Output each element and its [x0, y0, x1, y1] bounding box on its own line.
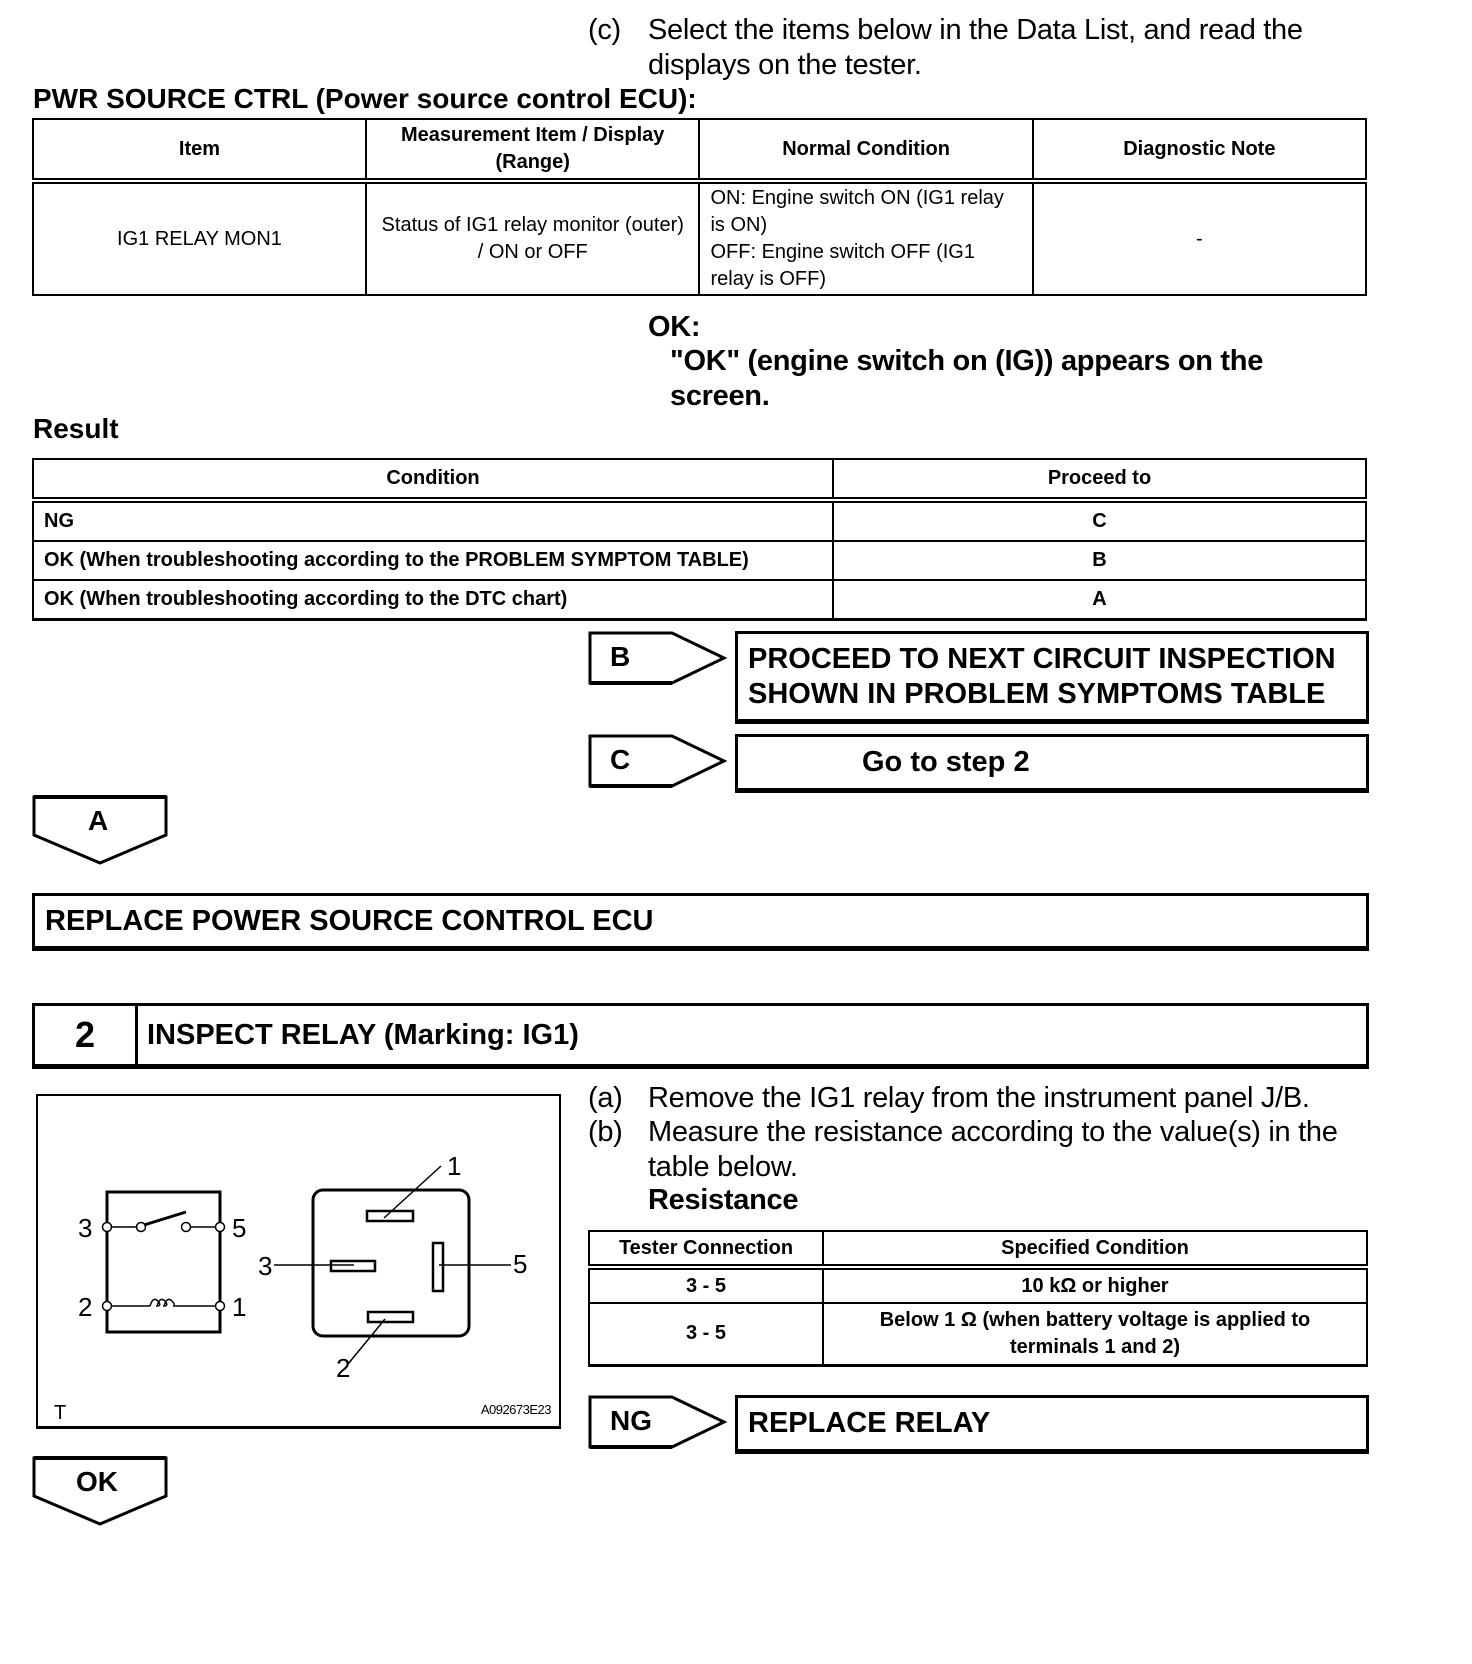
branch-c-action-text: Go to step 2 [862, 746, 1030, 778]
table-row [33, 580, 1366, 620]
header-measurement [366, 119, 700, 181]
ok-label: OK [76, 1466, 118, 1497]
cell-connection: 3 - 5 [589, 1303, 823, 1365]
ng-label: NG [610, 1405, 652, 1436]
data-list-title: PWR SOURCE CTRL (Power source control ECU): [33, 83, 697, 114]
relay-diagram [36, 1094, 561, 1429]
cell-measurement [366, 181, 700, 295]
ok-spec-line1: "OK" (engine switch on (IG)) appears on the [670, 345, 1264, 377]
cell-proceed: B [833, 541, 1366, 580]
cell-specified [823, 1303, 1367, 1365]
ng-action-text: REPLACE RELAY [748, 1407, 991, 1439]
branch-c-label: C [610, 744, 631, 775]
cell-normal-condition [699, 181, 1032, 295]
header-proceed-to: Proceed to [833, 459, 1366, 500]
step2-title: INSPECT RELAY (Marking: IG1) [147, 1019, 579, 1051]
branch-b-action-line1: PROCEED TO NEXT CIRCUIT INSPECTION [748, 643, 1336, 675]
branch-a-action-text: REPLACE POWER SOURCE CONTROL ECU [45, 905, 654, 937]
step2-header [32, 1003, 1369, 1069]
branch-a-tag[interactable] [32, 795, 170, 867]
cell-item: IG1 RELAY MON1 [33, 181, 366, 295]
step-c-marker: (c) [588, 14, 621, 46]
ok-spec-text [670, 344, 1450, 414]
header-specified-condition: Specified Condition [823, 1231, 1367, 1267]
cell-normal-line1: ON: Engine switch ON (IG1 relay [710, 187, 1004, 209]
instr-b-marker: (b) [588, 1116, 623, 1148]
result-title: Result [33, 413, 119, 444]
cell-specified-line1: Below 1 Ω (when battery voltage is applied to [879, 1308, 1311, 1331]
instr-b-line1: Measure the resistance according to the value(s) in the [648, 1116, 1338, 1148]
step2-number: 2 [35, 1006, 138, 1064]
arrow-right-tag-icon [588, 631, 728, 685]
table-row [33, 181, 1366, 295]
diagram-corner-label: T [54, 1402, 67, 1424]
cell-condition: OK (When troubleshooting according to the DTC chart) [33, 580, 833, 620]
branch-c-tag[interactable] [588, 734, 728, 788]
ok-spec-line2: screen. [670, 380, 770, 412]
diagram-code: A092673E23 [480, 1402, 551, 1417]
resistance-table [588, 1230, 1368, 1367]
branch-a-action[interactable] [32, 893, 1369, 951]
table-row [589, 1303, 1367, 1365]
relay-schematic-icon [36, 1094, 561, 1429]
instr-a-text: Remove the IG1 relay from the instrument panel J/B. [648, 1082, 1310, 1114]
table-row [33, 541, 1366, 580]
branch-a-label: A [88, 805, 109, 836]
instr-a-marker: (a) [588, 1082, 623, 1114]
ok-spec-label: OK: [648, 311, 701, 343]
connector-terminal-3: 3 [258, 1251, 273, 1281]
ok-tag[interactable] [32, 1456, 170, 1528]
header-diagnostic-note: Diagnostic Note [1033, 119, 1366, 181]
header-condition: Condition [33, 459, 833, 500]
step-c-line1: Select the items below in the Data List, and read the [648, 14, 1303, 46]
schematic-terminal-1: 1 [232, 1292, 247, 1322]
cell-condition: NG [33, 500, 833, 541]
cell-normal-line2: is ON) [710, 214, 768, 236]
cell-connection: 3 - 5 [589, 1267, 823, 1303]
data-list-table [32, 118, 1367, 296]
step-c-line2: displays on the tester. [648, 49, 922, 81]
table-row [589, 1267, 1367, 1303]
header-normal-condition: Normal Condition [699, 119, 1032, 181]
resistance-title: Resistance [648, 1184, 799, 1216]
cell-proceed: A [833, 580, 1366, 620]
cell-diagnostic-note: - [1033, 181, 1366, 295]
branch-b-action[interactable] [735, 631, 1369, 724]
cell-measurement-line2: / ON or OFF [477, 241, 588, 263]
connector-terminal-5: 5 [513, 1249, 528, 1279]
connector-terminal-1: 1 [447, 1151, 462, 1181]
connector-terminal-2: 2 [336, 1353, 351, 1383]
branch-c-action[interactable] [735, 734, 1369, 793]
cell-condition: OK (When troubleshooting according to the PROBLEM SYMPTOM TABLE) [33, 541, 833, 580]
ng-tag[interactable] [588, 1395, 728, 1449]
branch-b-tag[interactable] [588, 631, 728, 685]
cell-measurement-line1: Status of IG1 relay monitor (outer) [381, 214, 684, 236]
cell-proceed: C [833, 500, 1366, 541]
header-item: Item [33, 119, 366, 181]
header-tester-connection: Tester Connection [589, 1231, 823, 1267]
schematic-terminal-5: 5 [232, 1213, 247, 1243]
cell-normal-line4: relay is OFF) [710, 268, 827, 290]
step-c-text [648, 13, 1448, 83]
schematic-terminal-2: 2 [78, 1292, 93, 1322]
cell-normal-line3: OFF: Engine switch OFF (IG1 [710, 241, 975, 263]
schematic-terminal-3: 3 [78, 1213, 93, 1243]
instr-b-text [648, 1115, 1458, 1185]
arrow-right-tag-icon [588, 1395, 728, 1449]
ng-action[interactable] [735, 1395, 1369, 1454]
table-row [33, 500, 1366, 541]
result-table [32, 458, 1367, 621]
cell-specified-line2: terminals 1 and 2) [1009, 1335, 1181, 1358]
cell-specified: 10 kΩ or higher [823, 1267, 1367, 1303]
arrow-right-tag-icon [588, 734, 728, 788]
branch-b-label: B [610, 641, 631, 672]
instr-b-line2: table below. [648, 1151, 798, 1183]
header-measurement-text: Measurement Item / Display (Range) [401, 124, 665, 173]
branch-b-action-line2: SHOWN IN PROBLEM SYMPTOMS TABLE [748, 678, 1326, 710]
